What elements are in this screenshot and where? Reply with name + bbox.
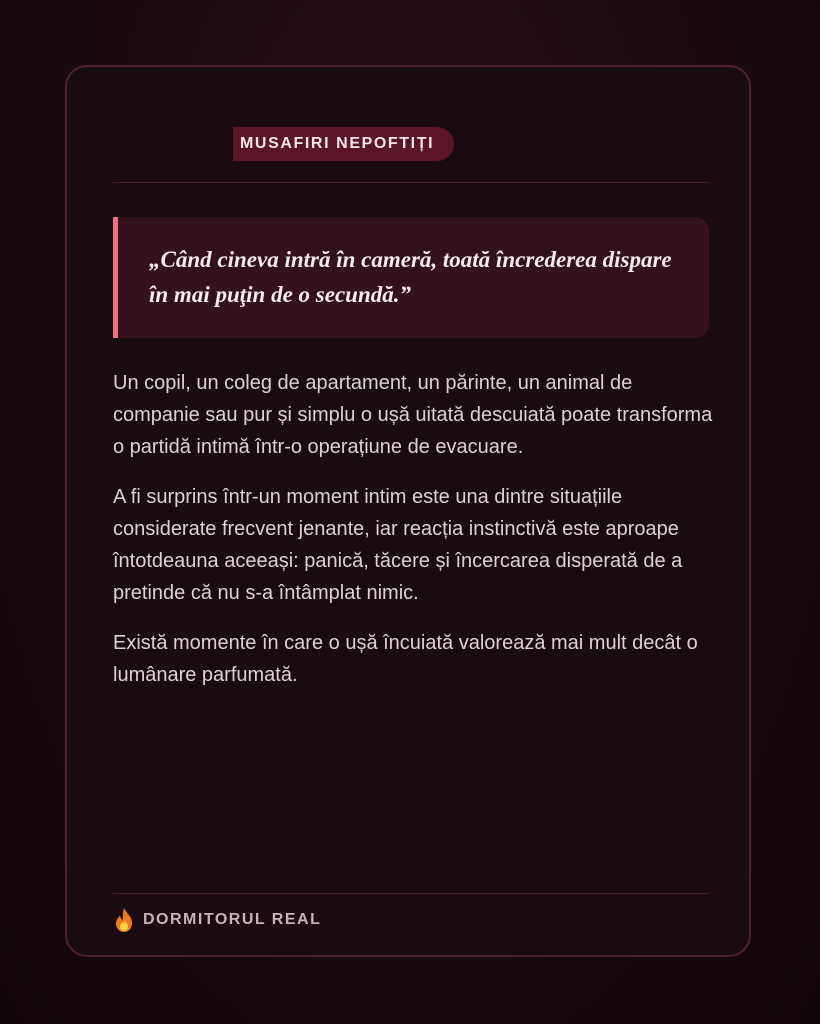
category-badge: MUSAFIRI NEPOFTIȚI — [233, 127, 454, 161]
quote-block — [113, 217, 709, 338]
brand-label: DORMITORUL REAL — [143, 911, 322, 928]
top-divider — [113, 182, 709, 183]
fire-icon — [113, 907, 135, 933]
quote-text: „Când cineva intră în cameră, toată încrederea dispare în mai puţin de o secundă.” — [149, 247, 672, 307]
post-card — [65, 65, 751, 957]
paragraph-1: Un copil, un coleg de apartament, un părinte, un animal de companie sau pur și simplu o ușă uitată descuiată poate transforma o partidă intimă într-o operațiune de evacuare. — [113, 372, 713, 458]
paragraph-3: Există momente în care o ușă încuiată valorează mai mult decât o lumânare parfumată. — [113, 632, 698, 686]
footer-brand — [113, 907, 321, 933]
paragraph-2: A fi surprins într-un moment intim este una dintre situațiile considerate frecvent jenante, iar reacția instinctivă este aproape întotdeauna aceeași: panică, tăcere și încercarea disperată de a pretinde că nu s-a întâmplat nimic. — [113, 486, 683, 604]
bottom-divider — [113, 893, 709, 894]
body-text — [113, 367, 713, 709]
